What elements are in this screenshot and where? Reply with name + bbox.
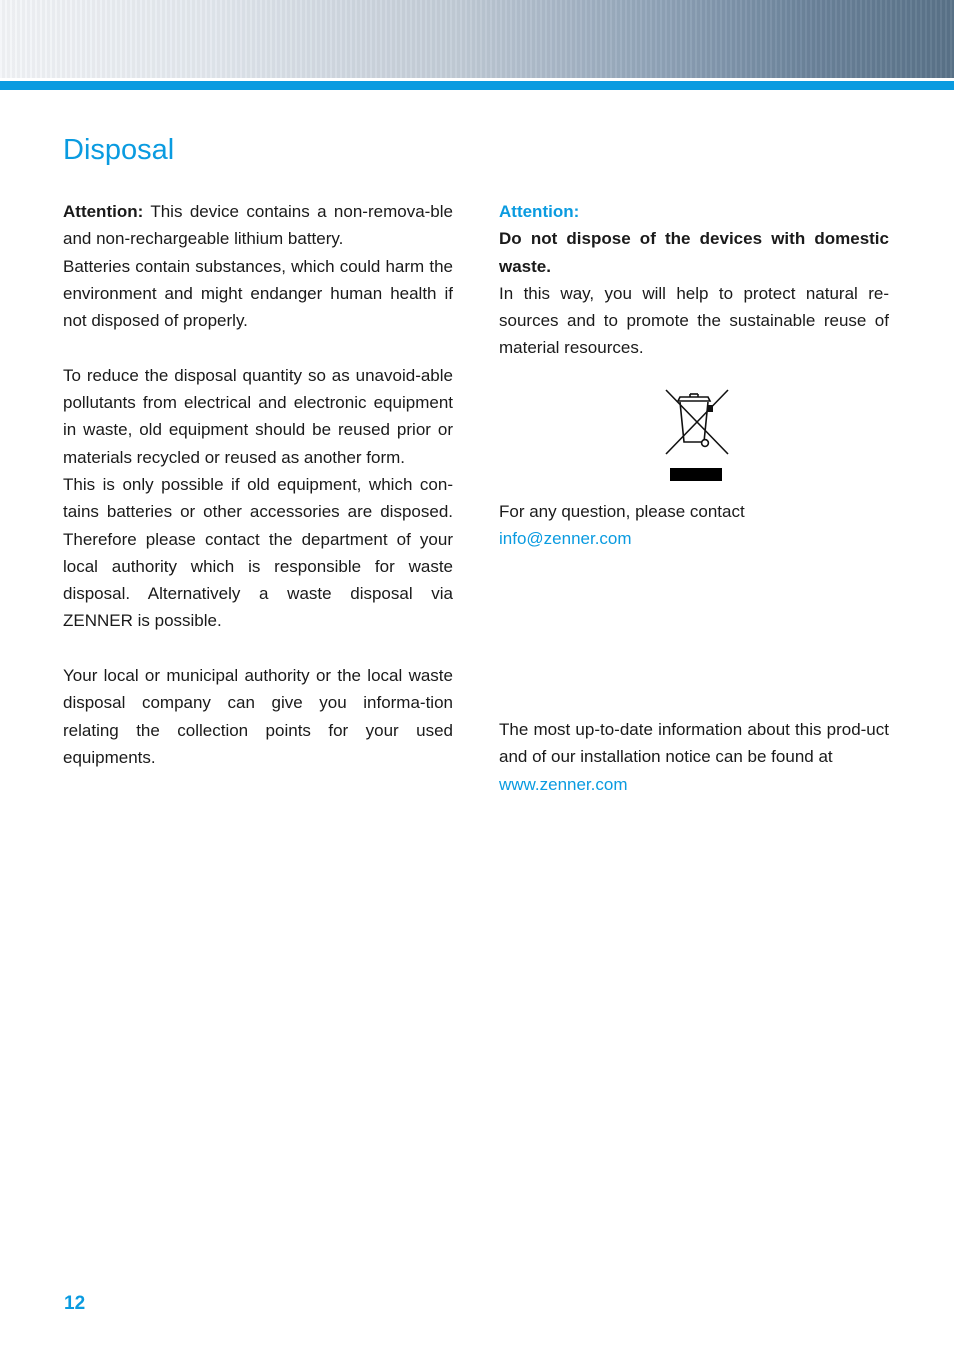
header-band <box>0 0 954 78</box>
attention-paragraph <box>63 198 453 253</box>
protect-resources-paragraph: In this way, you will help to protect natural re-sources and to promote the sustainable reuse of material resources. <box>499 283 889 358</box>
attention-heading: Attention: <box>499 202 580 221</box>
domestic-waste-warning: Do not dispose of the devices with domestic waste. <box>499 229 889 276</box>
page-title: Disposal <box>63 134 175 166</box>
page-number: 12 <box>64 1293 86 1314</box>
header-accent-bar <box>0 81 954 90</box>
reduce-paragraph: To reduce the disposal quantity so as unavoid-able pollutants from electrical and electronic equipment in waste, old equipment should be reused prior or materials recycled or reused as another form. <box>63 365 453 467</box>
battery-paragraph: Batteries contain substances, which could harm the environment and might endanger human health if not disposed of properly. <box>63 256 453 331</box>
authority-paragraph: Your local or municipal authority or the local waste disposal company can give you informa-tion relating the collection points for your used equipments. <box>63 666 453 767</box>
disposal-paragraph: This is only possible if old equipment, which con-tains batteries or other accessories are disposed. Therefore please contact the department of your local authority which is responsible for waste disposal. Alternatively a waste disposal via ZENNER is possible. <box>63 474 453 631</box>
left-column <box>63 198 453 771</box>
crossed-out-wheelie-bin-icon <box>664 388 730 484</box>
right-column <box>499 198 889 798</box>
attention-label: Attention: <box>63 202 144 221</box>
contact-text: For any question, please contact <box>499 501 745 521</box>
info-paragraph: The most up-to-date information about this prod-uct and of our installation notice can be found at <box>499 720 889 767</box>
website-link[interactable]: www.zenner.com <box>499 774 628 794</box>
attention-text: This device contains a non-remova-ble and non-rechargeable lithium battery. <box>63 202 453 249</box>
contact-email-link[interactable]: info@zenner.com <box>499 529 632 549</box>
